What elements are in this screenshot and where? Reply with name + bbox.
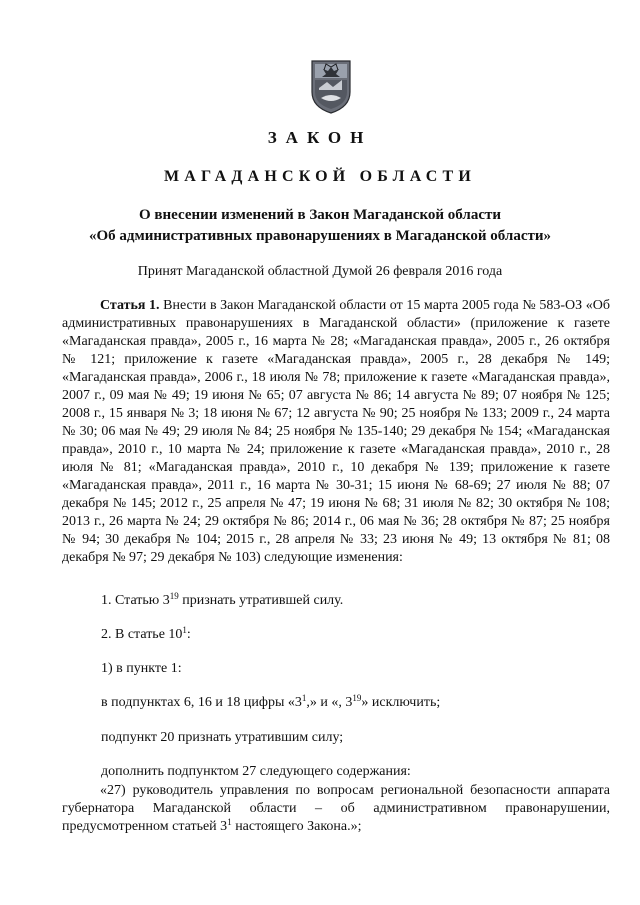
- item-3: 1) в пункте 1:: [101, 661, 182, 676]
- article-1-label: Статья 1.: [100, 298, 160, 313]
- article-1-text: Внести в Закон Магаданской области от 15 марта 2005 года № 583-ОЗ «Об административных правонарушениях в Магаданской области» (приложение к газете «Магаданская правда», 2005 г., 16 марта № 28; «Магаданская правда», 2005 г., 26 октября № 121; приложение к газете «Магаданская правда», 2005 г., 28 декабря № 149; «Магаданская правда», 2006 г., 18 июля № 78; приложение к газете «Магаданская правда», 2007 г., 09 мая № 49; 19 июня № 65; 07 августа № 86; 14 августа № 89; 07 ноября № 125; 2008 г., 15 января № 3; 18 июня № 67; 12 августа № 90; 25 ноября № 133; 2009 г., 24 марта № 30; 06 мая № 49; 29 июля № 84; 25 ноября № 135-140; 29 декабря № 154; «Магаданская правда», 2010 г., 10 марта № 24; приложение к газете «Магаданская правда», 2010 г., 28 июля № 81; «Магаданская правда», 2010 г., 10 декабря № 139; приложение к газете «Магаданская правда», 2011 г., 16 марта № 30-31; 15 июня № 68-69; 27 июля № 88; 07 декабря № 145; 2012 г., 25 апреля № 47; 19 июня № 68; 31 июля № 82; 30 октября № 108; 2013 г., 26 марта № 24; 29 октября № 86; 2014 г., 06 мая № 36; 28 октября № 87; 25 ноября № 94; 30 декабря № 104; 2015 г., 28 апреля № 33; 23 июня № 49; 13 октября № 81; 08 декабря № 97; 29 декабря № 103) следующие изменения:: [62, 298, 610, 565]
- item-4: в подпунктах 6, 16 и 18 цифры «$3^1$,» и «, $3^{19}$» исключить;: [101, 693, 441, 710]
- adoption-date: Принят Магаданской областной Думой 26 февраля 2016 года: [137, 264, 503, 279]
- law-heading-line-2: «Об административных правонарушениях в Магаданской области»: [88, 228, 552, 244]
- coat-of-arms-icon: [309, 58, 353, 114]
- region-name: МАГАДАНСКОЙ ОБЛАСТИ: [163, 168, 477, 185]
- item-2: 2. В статье $10^1$:: [101, 625, 191, 642]
- item-1: 1. Статью $3^{19}$ признать утратившей силу.: [101, 591, 344, 608]
- item-5: подпункт 20 признать утратившим силу;: [101, 730, 344, 745]
- item-7-subparagraph-27: «27) руководитель управления по вопросам региональной безопасности аппарата губернатора Магаданской области – об административном правонарушении, предусмотренном статьей $3^1$ настоящего Закона.»;: [62, 783, 610, 834]
- law-heading-line-1: О внесении изменений в Закон Магаданской области: [139, 207, 501, 223]
- item-6: дополнить подпунктом 27 следующего содержания:: [101, 764, 411, 779]
- article-1-paragraph: [62, 297, 610, 567]
- law-title: ЗАКОН: [267, 128, 373, 147]
